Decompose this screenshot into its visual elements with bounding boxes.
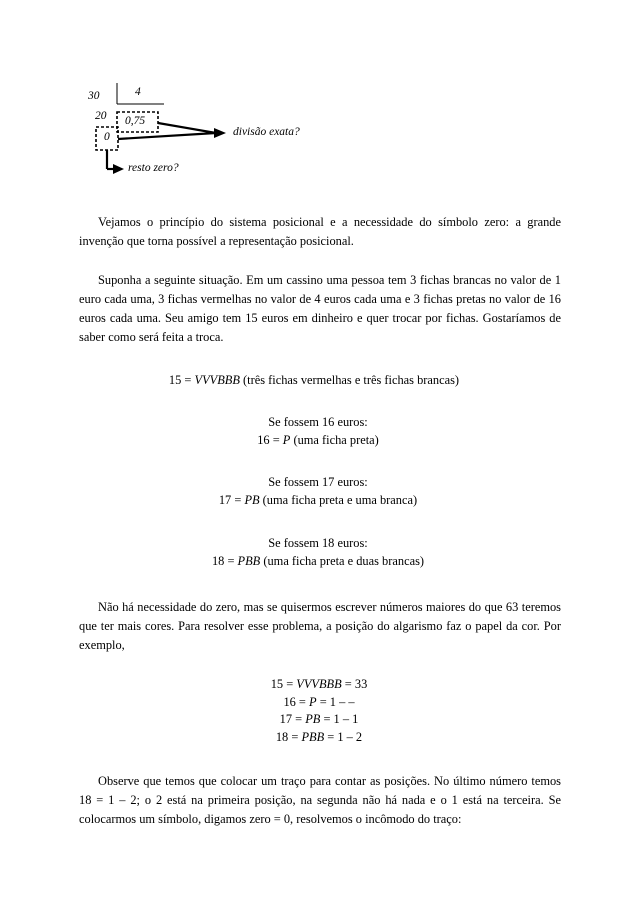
example-18-lhs: 18 = — [211, 554, 238, 568]
example-18-rest: (uma ficha preta e duas brancas) — [260, 554, 425, 568]
example-16-intro: Se fossem 16 euros: — [268, 415, 368, 429]
equation-15-lhs: 15 = — [270, 677, 297, 691]
equation-18-code: PBB — [301, 729, 325, 744]
arrow-quotient-line — [158, 123, 216, 133]
example-17-rest: (uma ficha preta e uma branca) — [259, 493, 418, 507]
paragraph-positions: Não há necessidade do zero, mas se quisermos escrever números maiores do que 63 teremos que ter mais cores. Para resolver esse problema, a posição do algarismo faz o papel da cor. Por exemplo, — [79, 600, 561, 652]
example-17-lhs: 17 = — [218, 493, 245, 507]
final-remainder-label: 0 — [104, 131, 110, 143]
example-15 — [0, 371, 633, 390]
equation-17 — [0, 711, 638, 729]
equation-18-rhs: = 1 – 2 — [324, 729, 363, 744]
example-16-lhs: 16 = — [257, 433, 283, 447]
example-18 — [0, 552, 637, 571]
equation-15-code: VVVBBB — [296, 677, 342, 691]
arrow-zero-head — [113, 164, 124, 174]
division-diagram — [0, 0, 320, 200]
zero-remainder-label: resto zero? — [128, 162, 179, 174]
equation-16-rhs: = 1 – – — [316, 694, 355, 709]
example-17 — [0, 491, 637, 510]
example-16-code: P — [282, 433, 291, 447]
quotient-label: 0,75 — [125, 115, 146, 127]
example-18-intro: Se fossem 18 euros: — [268, 536, 368, 550]
equation-16-lhs: 16 = — [283, 694, 310, 709]
example-16-rest: (uma ficha preta) — [290, 433, 379, 447]
equation-15-rhs: = 33 — [341, 677, 368, 691]
example-18-code: PBB — [237, 554, 261, 568]
dividend-label: 30 — [88, 90, 100, 102]
example-17-intro: Se fossem 17 euros: — [268, 475, 368, 489]
paragraph-intro: Vejamos o princípio do sistema posicional e a necessidade do símbolo zero: a grande invenção que torna possível a representação posicional. — [79, 215, 561, 248]
equation-16-code: P — [309, 694, 317, 709]
example-17-code: PB — [244, 493, 260, 507]
equation-17-lhs: 17 = — [279, 712, 306, 726]
example-16 — [0, 431, 637, 450]
example-15-code: VVVBBB — [194, 373, 240, 387]
example-15-rest: (três fichas vermelhas e três fichas brancas) — [239, 373, 460, 387]
remainder-label: 20 — [95, 110, 107, 122]
equation-block — [0, 676, 638, 746]
exact-division-label: divisão exata? — [233, 126, 300, 138]
equation-18 — [0, 729, 638, 747]
arrow-remainder-line — [118, 133, 216, 139]
equation-16 — [0, 694, 638, 712]
equation-17-rhs: = 1 – 1 — [320, 712, 359, 726]
divisor-label: 4 — [135, 86, 141, 98]
example-15-lhs: 15 = — [168, 373, 195, 387]
arrow-exact-head — [214, 128, 226, 138]
equation-15 — [0, 676, 638, 694]
paragraph-zero-symbol: Observe que temos que colocar um traço para contar as posições. No último número temos 18 = 1 – 2; o 2 está na primeira posição, na segunda não há nada e o 1 está na terceira. Se colocarmos um símbolo, digamos zero = 0, resolvemos o incômodo do traço: — [79, 774, 561, 826]
equation-18-lhs: 18 = — [275, 729, 302, 744]
paragraph-casino: Suponha a seguinte situação. Em um cassino uma pessoa tem 3 fichas brancas no valor de 1 euro cada uma, 3 fichas vermelhas no valor de 4 euros cada uma e 3 fichas pretas no valor de 16 euros cada uma. Seu amigo tem 15 euros em dinheiro e quer trocar por fichas. Gostaríamos de saber como será feita a troca. — [79, 273, 561, 344]
equation-17-code: PB — [305, 712, 321, 726]
